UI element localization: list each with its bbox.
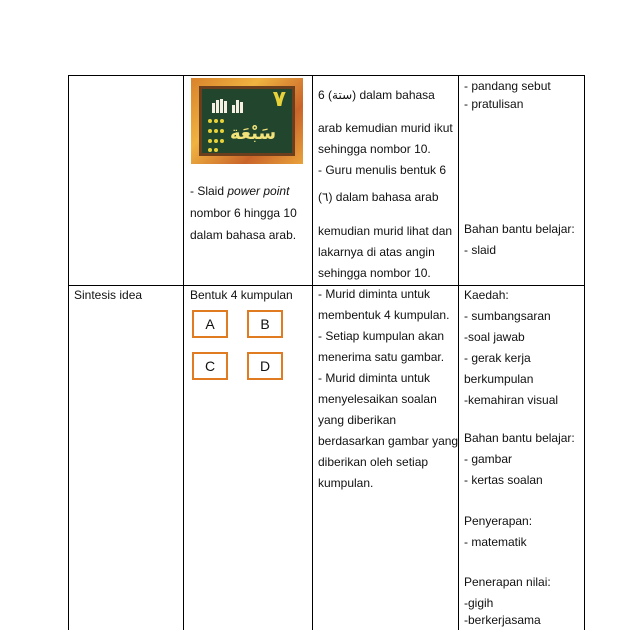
row2-col4-line-13: -gigih — [464, 596, 494, 610]
group-box-d: D — [247, 352, 283, 380]
row2-col3-line-3: - Setiap kumpulan akan — [318, 329, 445, 343]
col3-line-7: lakarnya di atas angin — [318, 245, 435, 259]
col2-line-3: dalam bahasa arab. — [190, 228, 297, 242]
group-box-a: A — [192, 310, 228, 338]
col-line-5 — [584, 75, 585, 630]
row2-col4-line-8: - gambar — [464, 452, 513, 466]
counting-dots-icon — [206, 117, 228, 153]
row2-col4-line-6: -kemahiran visual — [464, 393, 559, 407]
row2-col4-line-7: Bahan bantu belajar: — [464, 431, 575, 445]
chalkboard — [199, 86, 295, 156]
row2-col3-line-7: yang diberikan — [318, 413, 397, 427]
col-line-4 — [458, 75, 459, 630]
row2-col4-line-9: - kertas soalan — [464, 473, 543, 487]
row2-col3-line-6: menyelesaikan soalan — [318, 392, 437, 406]
col3-line-6: kemudian murid lihat dan — [318, 224, 453, 238]
row2-col3-line-9: diberikan oleh setiap — [318, 455, 429, 469]
row2-col4-line-5: berkumpulan — [464, 372, 534, 386]
col-line-1 — [68, 75, 69, 630]
arabic-numeral: ٧ — [272, 87, 286, 112]
row2-col4-line-4: - gerak kerja — [464, 351, 531, 365]
col-line-2 — [183, 75, 184, 630]
col4-line-2: - pratulisan — [464, 97, 524, 111]
row2-col4-line-11: - matematik — [464, 535, 527, 549]
col3-line-5: (٦) dalam bahasa arab — [318, 190, 439, 204]
row2-col3-line-2: membentuk 4 kumpulan. — [318, 308, 450, 322]
row2-col4-line-12: Penerapan nilai: — [464, 575, 551, 589]
col4-line-1: - pandang sebut — [464, 79, 551, 93]
row2-col4-line-10: Penyerapan: — [464, 514, 533, 528]
hands-icon — [210, 97, 250, 115]
group-box-b: B — [247, 310, 283, 338]
row2-col3-line-1: - Murid diminta untuk — [318, 287, 431, 301]
row2-col4-line-14: -berkerjasama — [464, 613, 541, 627]
row2-col2-text: Bentuk 4 kumpulan — [190, 288, 293, 302]
row2-col3-line-8: berdasarkan gambar yang — [318, 434, 459, 448]
group-box-c: C — [192, 352, 228, 380]
col2-line-2: nombor 6 hingga 10 — [190, 206, 297, 220]
col4-line-4: - slaid — [464, 243, 497, 257]
row2-col4-line-3: -soal jawab — [464, 330, 525, 344]
col2-line-1: - Slaid power point — [190, 184, 290, 198]
col3-line-1: 6 (ستة) dalam bahasa — [318, 88, 435, 102]
row2-col4-line-1: Kaedah: — [464, 288, 509, 302]
col3-line-4: - Guru menulis bentuk 6 — [318, 163, 447, 177]
arabic-word: سَبْعَة — [230, 123, 277, 144]
col3-line-8: sehingga nombor 10. — [318, 266, 431, 280]
row2-col3-line-10: kumpulan. — [318, 476, 374, 490]
row2-col4-line-2: - sumbangsaran — [464, 309, 551, 323]
row2-col3-line-4: menerima satu gambar. — [318, 350, 445, 364]
slide-image — [191, 78, 303, 164]
col3-line-3: sehingga nombor 10. — [318, 142, 431, 156]
row2-label: Sintesis idea — [74, 288, 143, 302]
col3-line-2: arab kemudian murid ikut — [318, 121, 453, 135]
row2-col3-line-5: - Murid diminta untuk — [318, 371, 431, 385]
col4-line-3: Bahan bantu belajar: — [464, 222, 575, 236]
col-line-3 — [312, 75, 313, 630]
